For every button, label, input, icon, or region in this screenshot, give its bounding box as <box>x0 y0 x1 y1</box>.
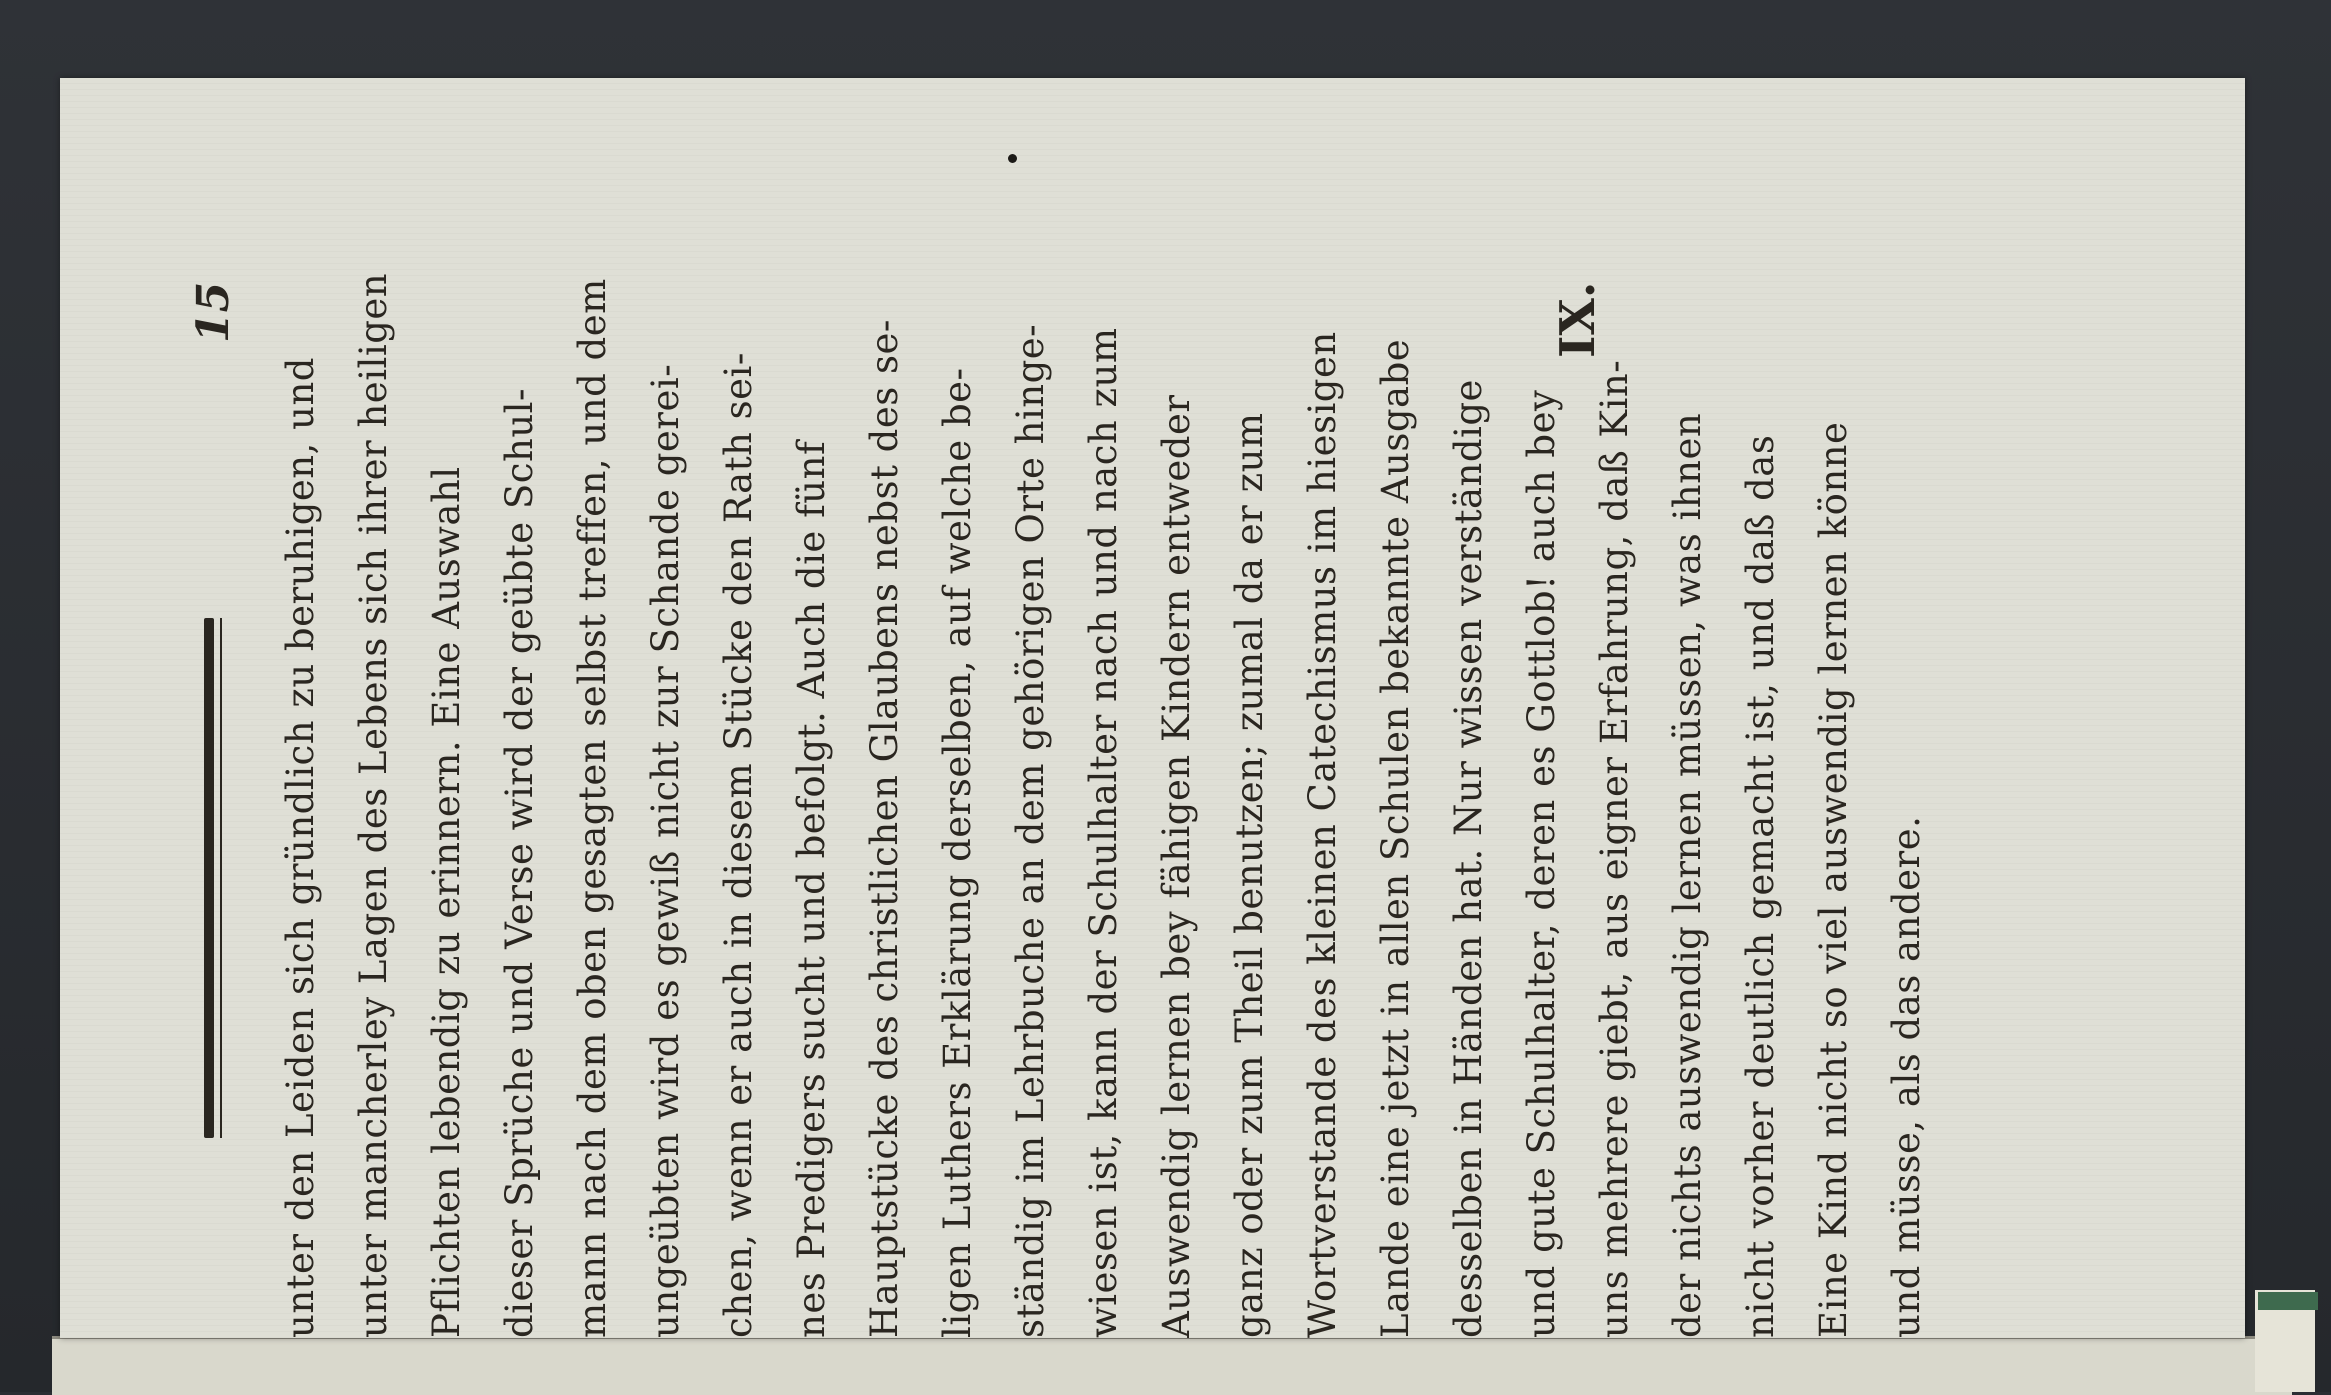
text-line: uns mehrere giebt, aus eigner Erfahrung, daß Kin- <box>1593 359 1636 1338</box>
document-page <box>60 78 2245 1338</box>
text-line: Hauptstücke des christlichen Glaubens nebst des se- <box>863 319 906 1338</box>
text-line: nes Predigers sucht und befolgt. Auch die fünf <box>790 440 833 1338</box>
header-rule <box>204 618 214 1138</box>
text-line: nicht vorher deutlich gemacht ist, und daß das <box>1739 434 1782 1338</box>
text-line: und gute Schulhalter, deren es Gottlob! auch bey <box>1520 389 1563 1338</box>
text-line: Eine Kind nicht so viel auswendig lernen könne <box>1812 421 1855 1338</box>
section-heading: IX. <box>1550 281 1606 358</box>
text-line: Pflichten lebendig zu erinnern. Eine Auswahl <box>425 466 468 1338</box>
adjacent-page-edge <box>52 1336 2292 1395</box>
ink-spot <box>1008 154 1017 163</box>
page-text-block <box>180 238 1928 1338</box>
text-line: ungeübten wird es gewiß nicht zur Schande gerei- <box>644 363 687 1338</box>
text-line: wiesen ist, kann der Schulhalter nach und nach zum <box>1082 327 1125 1338</box>
text-line: Wortverstande des kleinen Catechismus im hiesigen <box>1301 331 1344 1338</box>
header-rule-thin <box>220 618 222 1138</box>
text-line: dieser Sprüche und Verse wird der geübte Schul- <box>498 387 541 1338</box>
text-line: desselben in Händen hat. Nur wissen verständige <box>1447 379 1490 1338</box>
text-line: und müsse, als das andere. <box>1885 815 1928 1338</box>
text-line: mann nach dem oben gesagten selbst treffen, und dem <box>571 278 614 1338</box>
page-number: 15 <box>188 281 239 343</box>
text-line: der nichts auswendig lernen müssen, was ihnen <box>1666 412 1709 1338</box>
text-line: chen, wenn er auch in diesem Stücke den Rath sei- <box>717 352 760 1338</box>
bookmark-strip <box>2258 1292 2318 1310</box>
body-text <box>264 238 1943 1338</box>
text-line: unter den Leiden sich gründlich zu beruhigen, und <box>279 357 322 1338</box>
text-line: Lande eine jetzt in allen Schulen bekannte Ausgabe <box>1374 338 1417 1338</box>
text-line: ganz oder zum Theil benutzen; zumal da er zum <box>1228 412 1271 1338</box>
text-line: ligen Luthers Erklärung derselben, auf welche be- <box>936 367 979 1338</box>
text-line: ständig im Lehrbuche an dem gehörigen Orte hinge- <box>1009 323 1052 1338</box>
text-line: Auswendig lernen bey fähigen Kindern entweder <box>1155 394 1198 1338</box>
text-line: unter mancherley Lagen des Lebens sich ihrer heiligen <box>352 272 395 1338</box>
